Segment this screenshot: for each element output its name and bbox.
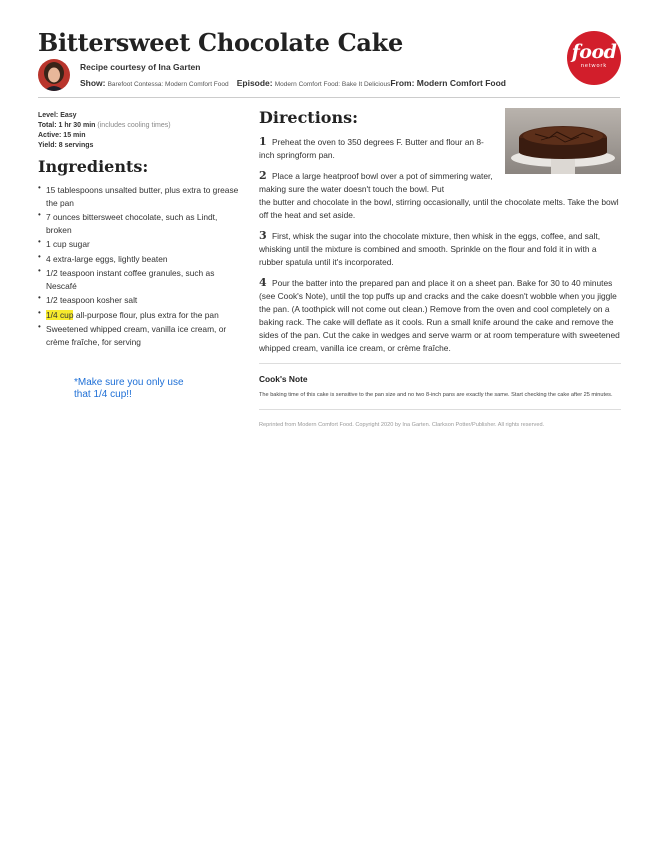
step-text: Pour the batter into the prepared pan and place it on a sheet pan. Bake for 30 to 40 minutes (see Cook's Note), until the top puffs up and cracks and the cake doesn't wobble when you jiggle the pan. (A toothpick will not come out clean.) Remove from the oven and cool completely on a baking rack. The cake will deflate as it cools. Run a small knife around the cake and remove the sides of the pan. Cut the cake in wedges and serve warm or at room temperature with sweetened whipped cream, vanilla ice cream, or crème fraîche.: [259, 278, 620, 353]
ingredients-list: [38, 184, 243, 348]
left-column: [38, 112, 243, 350]
step-text-continued: the butter and chocolate in the bowl, stirring occasionally, until the chocolate melts. Take the bowl off the heat and set aside.: [259, 197, 619, 220]
stat-label: Active:: [38, 132, 62, 139]
show-label: Show:: [80, 78, 106, 88]
ingredient-item-flour: [38, 309, 243, 322]
food-network-logo[interactable]: [567, 31, 621, 85]
ingredients-heading: Ingredients:: [38, 157, 149, 176]
ingredient-item: • 1 cup sugar: [38, 238, 243, 251]
section-divider: [259, 363, 621, 364]
step-number: 4: [259, 276, 267, 289]
chef-portrait: [38, 59, 70, 91]
step-number: 2: [259, 169, 267, 182]
annotation-line: *Make sure you only use: [74, 377, 184, 388]
stat-label: Total:: [38, 122, 57, 129]
step-text: Preheat the oven to 350 degrees F. Butter and flour an 8-inch springform pan.: [259, 137, 484, 160]
copyright-credit: Reprinted from Modern Comfort Food. Copyright 2020 by Ina Garten. Clarkson Potter/Publisher. All rights reserved.: [259, 422, 545, 428]
stat-level: [38, 112, 243, 119]
stat-active: [38, 132, 243, 139]
ingredient-item: • 4 extra-large eggs, lightly beaten: [38, 253, 243, 266]
show-link[interactable]: Barefoot Contessa: Modern Comfort Food: [107, 81, 229, 88]
direction-step: [259, 169, 621, 222]
avatar: [38, 59, 70, 91]
episode-link[interactable]: Modern Comfort Food: Bake It Delicious: [274, 81, 391, 88]
ingredient-item: • 15 tablespoons unsalted butter, plus extra to grease the pan: [38, 184, 243, 209]
from-book-link[interactable]: From: Modern Comfort Food: [390, 78, 507, 88]
section-divider: [259, 409, 621, 410]
direction-step: [259, 229, 621, 269]
right-column: [259, 108, 621, 428]
recipe-title: Bittersweet Chocolate Cake: [38, 28, 403, 57]
recipe-meta: [80, 78, 506, 88]
ingredient-item: • 1/2 teaspoon kosher salt: [38, 294, 243, 307]
stat-value: Easy: [60, 112, 77, 119]
episode-label: Episode:: [236, 78, 273, 88]
directions-heading: Directions:: [259, 108, 358, 127]
logo-sub: network: [580, 63, 608, 69]
handwritten-annotation: [74, 377, 184, 401]
step-text: Place a large heatproof bowl over a pot of simmering water, making sure the water doesn't touch the bowl. Put: [259, 171, 493, 194]
recipe-courtesy: Recipe courtesy of Ina Garten: [80, 62, 201, 72]
annotation-line: that 1/4 cup!!: [74, 389, 132, 400]
stat-label: Yield:: [38, 142, 57, 149]
step-number: 1: [259, 135, 267, 148]
highlighted-amount: 1/4 cup: [46, 309, 74, 320]
stat-total: [38, 122, 243, 129]
ingredient-item: • Sweetened whipped cream, vanilla ice cream, or crème fraîche, for serving: [38, 323, 243, 348]
step-number: 3: [259, 229, 267, 242]
ingredient-text: all-purpose flour, plus extra for the pan: [75, 309, 219, 320]
stat-yield: [38, 142, 243, 149]
logo-word: food: [571, 41, 617, 63]
stat-note: (includes cooling times): [97, 122, 171, 129]
stat-value: 8 servings: [58, 142, 94, 149]
ingredient-item: • 7 ounces bittersweet chocolate, such as Lindt, broken: [38, 211, 243, 236]
direction-step: [259, 135, 499, 162]
ingredient-item: • 1/2 teaspoon instant coffee granules, such as Nescafé: [38, 267, 243, 292]
direction-step: [259, 276, 621, 355]
cooks-note-heading: Cook's Note: [259, 374, 308, 384]
header-divider: [38, 97, 620, 98]
stat-label: Level:: [38, 112, 59, 119]
stat-value: 15 min: [63, 132, 86, 139]
stat-value: 1 hr 30 min: [58, 122, 96, 129]
cooks-note-body: The baking time of this cake is sensitive to the pan size and no two 8-inch pans are exactly the same. Start checking the cake after 25 minutes.: [259, 392, 613, 398]
step-text: First, whisk the sugar into the chocolate mixture, then whisk in the eggs, coffee, and salt, whisking until the mixture is combined and smooth. Sprinkle on the flour and fold it in with a rubber spatula until it's incorporated.: [259, 231, 601, 267]
